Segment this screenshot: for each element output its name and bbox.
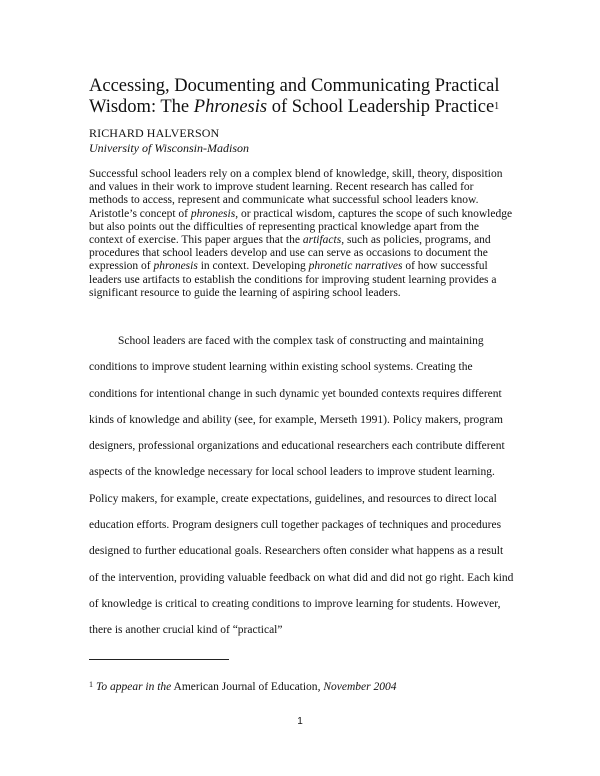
author-affiliation: University of Wisconsin-Madison — [89, 141, 249, 155]
abstract-em-3: phronesis — [153, 260, 198, 273]
abstract-part-4: in context. Developing — [197, 260, 309, 273]
body-paragraph — [89, 328, 514, 644]
body-text: School leaders are faced with the complex task of constructing and maintaining conditions to improve student learning within existing school systems. Creating the conditions for intentional change in such dynamic yet bounded contexts requires different kinds of knowledge and ability (see, for example, Merseth 1991). Policy makers, program designers, professional organizations and educational researchers each contribute different aspects of the knowledge necessary for local school leaders to improve student learning. Policy makers, for example, create expectations, guidelines, and resources to direct local education efforts. Program designers cull together packages of techniques and procedures designed to further educational goals. Researchers often consider what happens as a result of the intervention, providing valuable feedback on what did and did not go right. Each kind of knowledge is critical to creating conditions to improve learning for students. However, there is another crucial kind of “practical” — [89, 335, 514, 637]
abstract — [89, 168, 514, 300]
title-phronesis: Phronesis — [193, 97, 268, 117]
footnote-divider — [89, 659, 229, 660]
title-line-1: Accessing, Documenting and Communicating Practical — [89, 76, 500, 96]
abstract-part-5: of how successful leaders use artifacts to establish the conditions for improving student learning provides a significant resource to guide the learning of aspiring school leaders. — [89, 260, 497, 299]
footnote-journal: American Journal of Education — [171, 681, 318, 693]
footnote — [89, 680, 396, 694]
abstract-part-1: Successful school leaders rely on a complex blend of knowledge, skill, theory, disposition and values in their work to improve student learning. Recent research has called for methods to access, represent and communicate what successful school leaders know. Aristotle’s concept of — [89, 168, 503, 220]
abstract-part-3: , such as policies, programs, and procedures that school leaders develop and use can serve as occasions to document the expression of — [89, 234, 491, 273]
abstract-em-4: phronetic narratives — [308, 260, 403, 273]
author-name: RICHARD HALVERSON — [89, 126, 220, 140]
abstract-em-2: artifacts — [302, 234, 342, 247]
title-line-2a: Wisdom: The — [89, 97, 194, 117]
title-footnote-mark[interactable]: 1 — [494, 101, 500, 112]
footnote-mark: 1 — [89, 680, 93, 689]
footnote-em-b: , November 2004 — [317, 681, 397, 693]
paper-title — [89, 76, 529, 118]
title-line-2b: of School Leadership Practice — [267, 97, 495, 117]
abstract-em-1: phronesis — [190, 207, 236, 220]
page-number: 1 — [297, 716, 303, 727]
footnote-em-a: To appear in the — [96, 681, 172, 693]
abstract-part-2: , or practical wisdom, captures the scope of such knowledge but also points out the difficulties of representing practical knowledge apart from the context of exercise. This paper argues that the — [89, 207, 513, 247]
